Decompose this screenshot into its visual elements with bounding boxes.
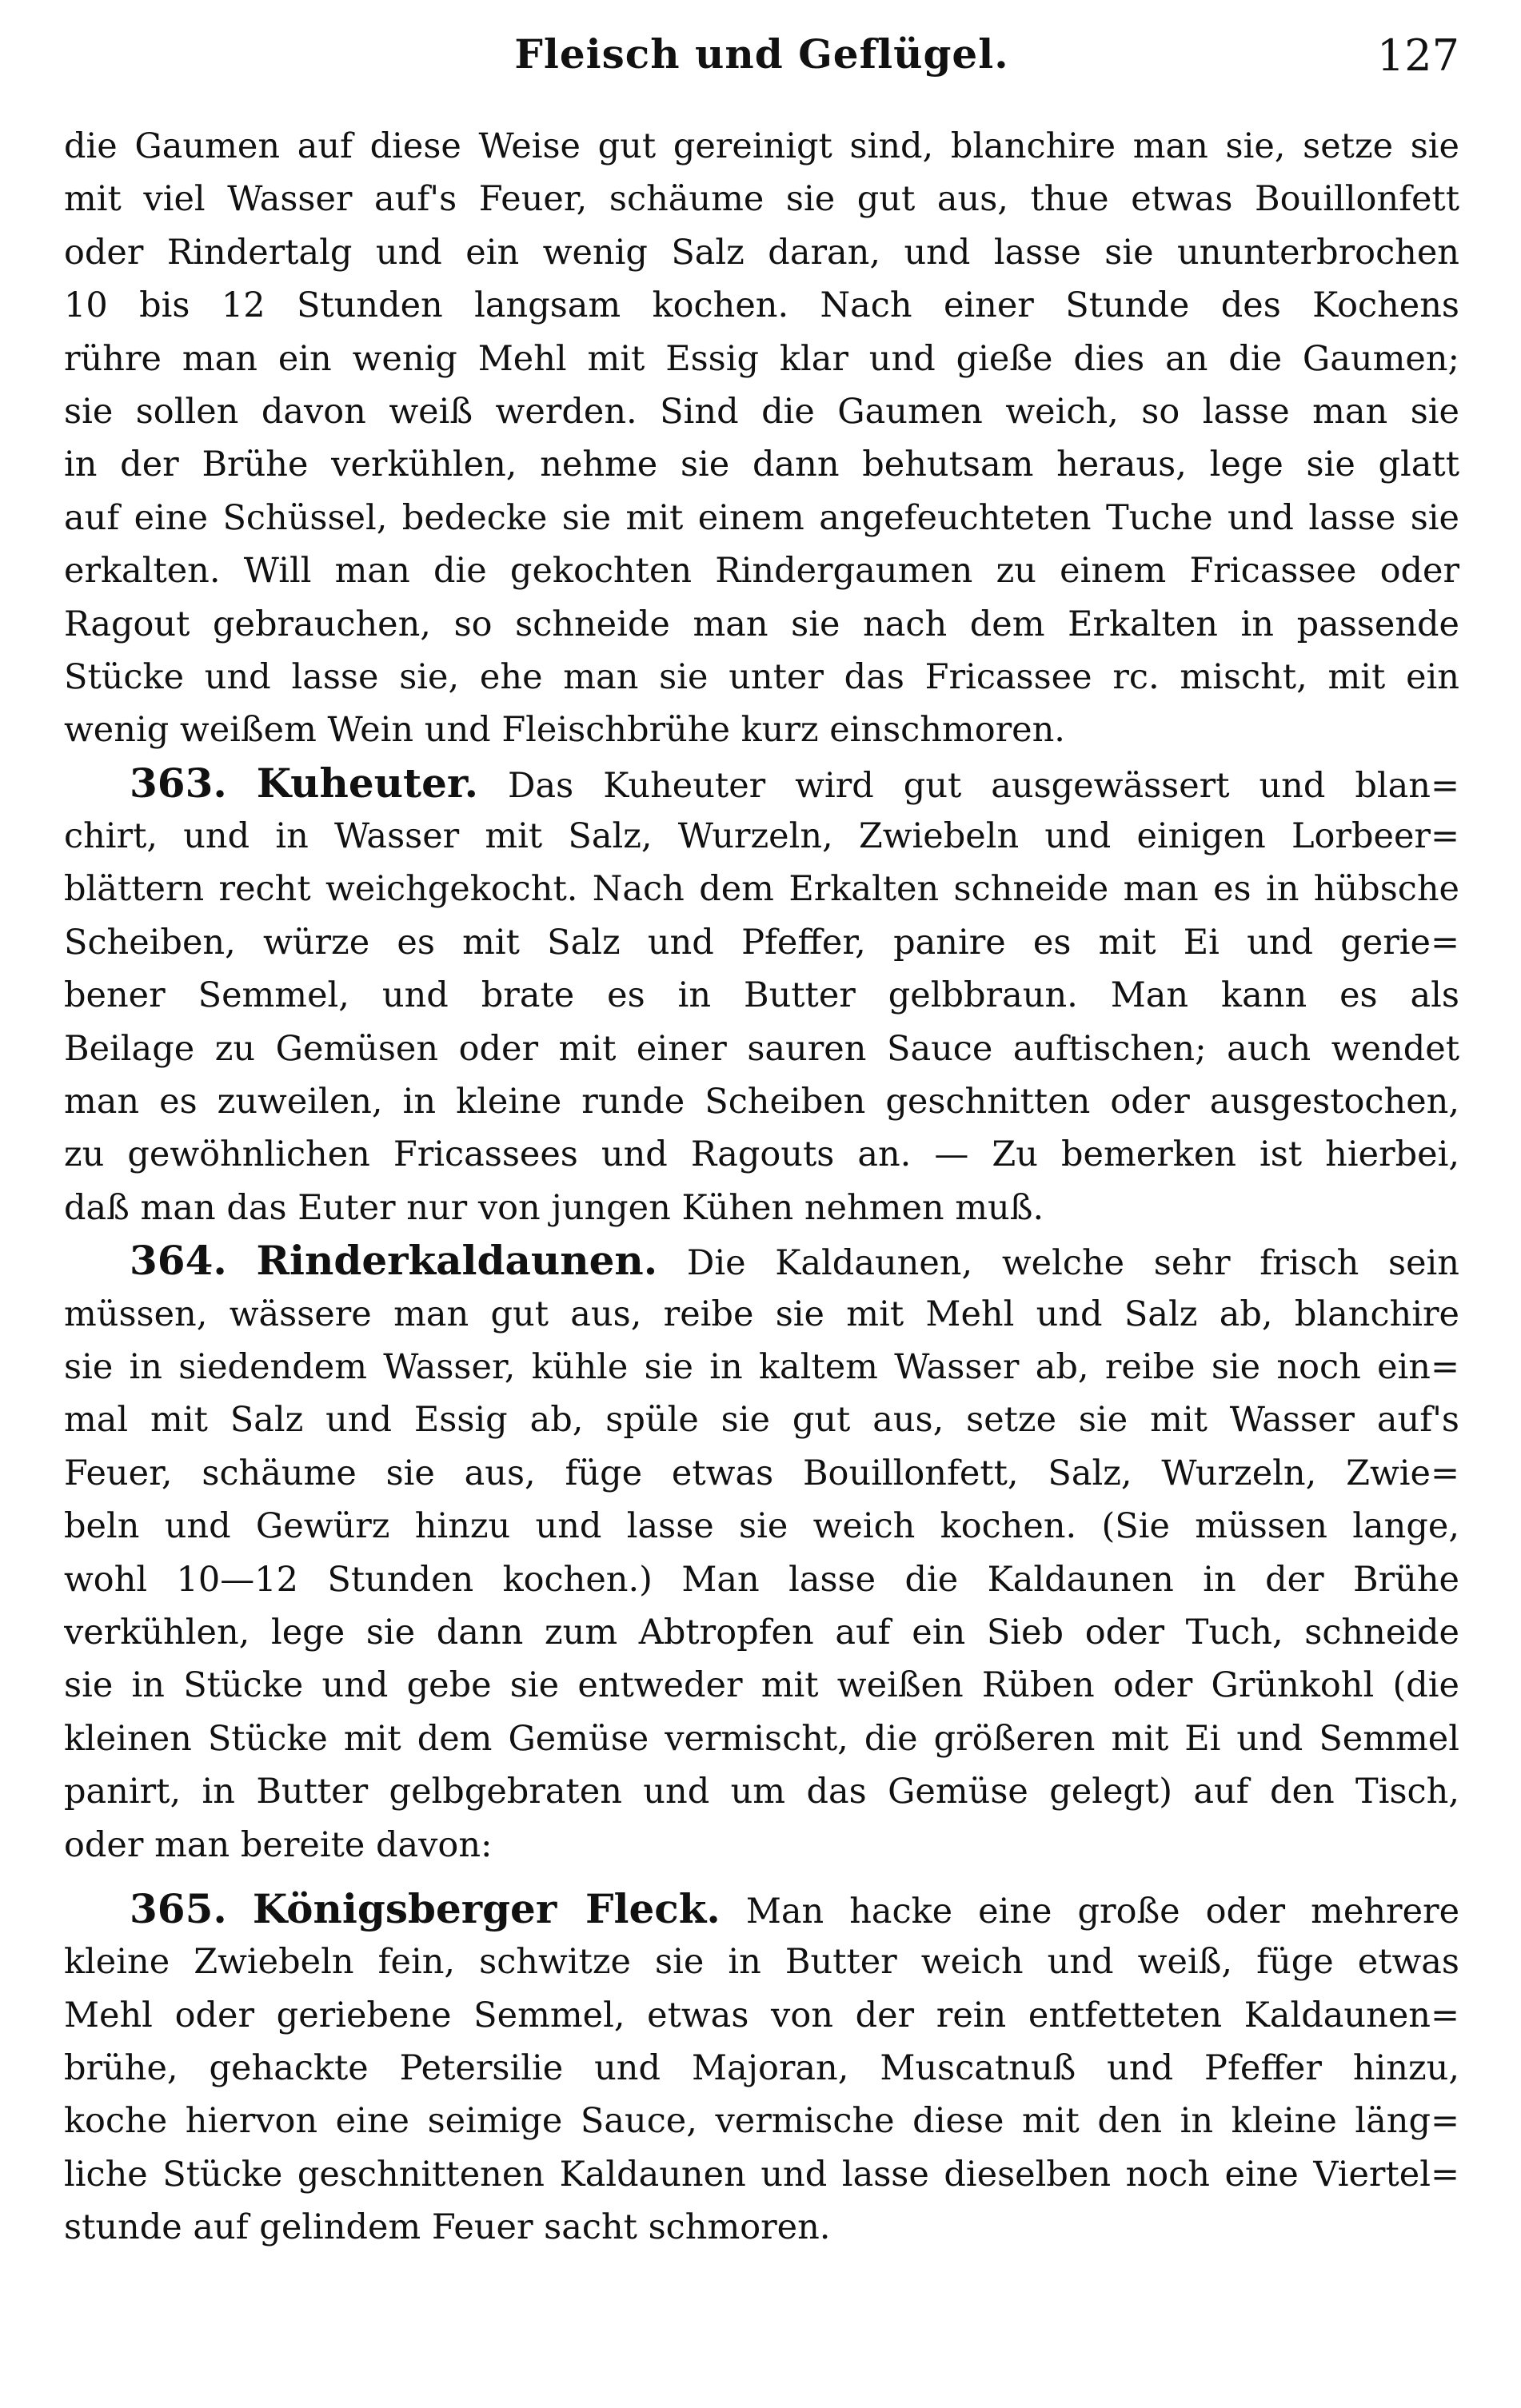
recipe-number: 364. [130, 1237, 227, 1285]
text-line: verkühlen, lege sie dann zum Abtropfen auf ein Sieb oder Tuch, schneide [64, 1612, 1459, 1653]
recipe-number: 363. [130, 759, 227, 807]
text-line: kleinen Stücke mit dem Gemüse vermischt, die größeren mit Ei und Semmel [64, 1718, 1459, 1759]
text-line: Das Kuheuter wird gut ausgewässert und blan= [508, 765, 1459, 806]
recipe-365-first-line [64, 1883, 1459, 1936]
text-line: erkalten. Will man die gekochten Rindergaumen zu einem Fricassee oder [64, 551, 1459, 592]
text-line: bener Semmel, und brate es in Butter gelbbraun. Man kann es als [64, 975, 1459, 1016]
text-line: mit viel Wasser auf's Feuer, schäume sie gut aus, thue etwas Bouillonfett [64, 179, 1459, 220]
text-line: die Gaumen auf diese Weise gut gereinigt sind, blanchire man sie, setze sie [64, 126, 1459, 166]
recipe-number: 365. [130, 1884, 227, 1932]
text-line: oder Rindertalg und ein wenig Salz daran, und lasse sie ununterbrochen [64, 232, 1459, 273]
text-line: in der Brühe verkühlen, nehme sie dann behutsam heraus, lege sie glatt [64, 445, 1459, 485]
text-line: Mehl oder geriebene Semmel, etwas von der rein entfetteten Kaldaunen= [64, 1995, 1459, 2035]
text-line: sie sollen davon weiß werden. Sind die Gaumen weich, so lasse man sie [64, 391, 1459, 432]
text-line: wenig weißem Wein und Fleischbrühe kurz einschmoren. [64, 710, 1065, 751]
text-line: oder man bereite davon: [64, 1824, 493, 1865]
recipe-title: Kuheuter. [256, 759, 479, 807]
text-line: sie in siedendem Wasser, kühle sie in kaltem Wasser ab, reibe sie noch ein= [64, 1346, 1459, 1387]
text-line: Ragout gebrauchen, so schneide man sie nach dem Erkalten in passende [64, 604, 1459, 644]
text-line: Beilage zu Gemüsen oder mit einer sauren Sauce auftischen; auch wendet [64, 1028, 1459, 1069]
text-line: auf eine Schüssel, bedecke sie mit einem angefeuchteten Tuche und lasse sie [64, 497, 1459, 538]
text-line: koche hiervon eine seimige Sauce, vermische diese mit den in kleine läng= [64, 2101, 1459, 2142]
text-line: sie in Stücke und gebe sie entweder mit weißen Rüben oder Grünkohl (die [64, 1665, 1459, 1706]
recipe-364-first-line [64, 1234, 1459, 1287]
text-line: Die Kaldaunen, welche sehr frisch sein [686, 1243, 1459, 1284]
text-line: wohl 10—12 Stunden kochen.) Man lasse die Kaldaunen in der Brühe [64, 1559, 1459, 1600]
text-line: chirt, und in Wasser mit Salz, Wurzeln, Zwiebeln und einigen Lorbeer= [64, 816, 1459, 857]
text-line: müssen, wässere man gut aus, reibe sie mit Mehl und Salz ab, blanchire [64, 1294, 1459, 1334]
page-number: 127 [1376, 30, 1459, 81]
text-line: rühre man ein wenig Mehl mit Essig klar und gieße dies an die Gaumen; [64, 338, 1459, 379]
body-text [64, 120, 1459, 2255]
text-line: stunde auf gelindem Feuer sacht schmoren. [64, 2207, 831, 2248]
recipe-title: Königsberger Fleck. [252, 1884, 721, 1932]
text-line: Stücke und lasse sie, ehe man sie unter das Fricassee rc. mischt, mit ein [64, 656, 1459, 697]
text-line: mal mit Salz und Essig ab, spüle sie gut aus, setze sie mit Wasser auf's [64, 1400, 1459, 1441]
text-line: daß man das Euter nur von jungen Kühen nehmen muß. [64, 1187, 1044, 1228]
text-line: beln und Gewürz hinzu und lasse sie weich kochen. (Sie müssen lange, [64, 1506, 1459, 1547]
text-line: kleine Zwiebeln fein, schwitze sie in Butter weich und weiß, füge etwas [64, 1942, 1459, 1983]
text-line: liche Stücke geschnittenen Kaldaunen und lasse dieselben noch eine Viertel= [64, 2154, 1459, 2195]
text-line: brühe, gehackte Petersilie und Majoran, Muscatnuß und Pfeffer hinzu, [64, 2048, 1459, 2089]
text-line: 10 bis 12 Stunden langsam kochen. Nach einer Stunde des Kochens [64, 285, 1459, 326]
text-line: zu gewöhnlichen Fricassees und Ragouts an. — Zu bemerken ist hierbei, [64, 1134, 1459, 1175]
running-head: Fleisch und Geflügel. [514, 30, 1009, 78]
recipe-363-first-line [64, 757, 1459, 810]
text-line: Man hacke eine große oder mehrere [745, 1891, 1459, 1932]
text-line: Scheiben, würze es mit Salz und Pfeffer, panire es mit Ei und gerie= [64, 922, 1459, 963]
page-header [64, 24, 1459, 96]
text-line: Feuer, schäume sie aus, füge etwas Bouillonfett, Salz, Wurzeln, Zwie= [64, 1453, 1459, 1493]
text-line: blättern recht weichgekocht. Nach dem Erkalten schneide man es in hübsche [64, 869, 1459, 910]
recipe-title: Rinderkaldaunen. [256, 1237, 658, 1285]
text-line: panirt, in Butter gelbgebraten und um das Gemüse gelegt) auf den Tisch, [64, 1772, 1459, 1812]
text-line: man es zuweilen, in kleine runde Scheiben geschnitten oder ausgestochen, [64, 1082, 1459, 1122]
